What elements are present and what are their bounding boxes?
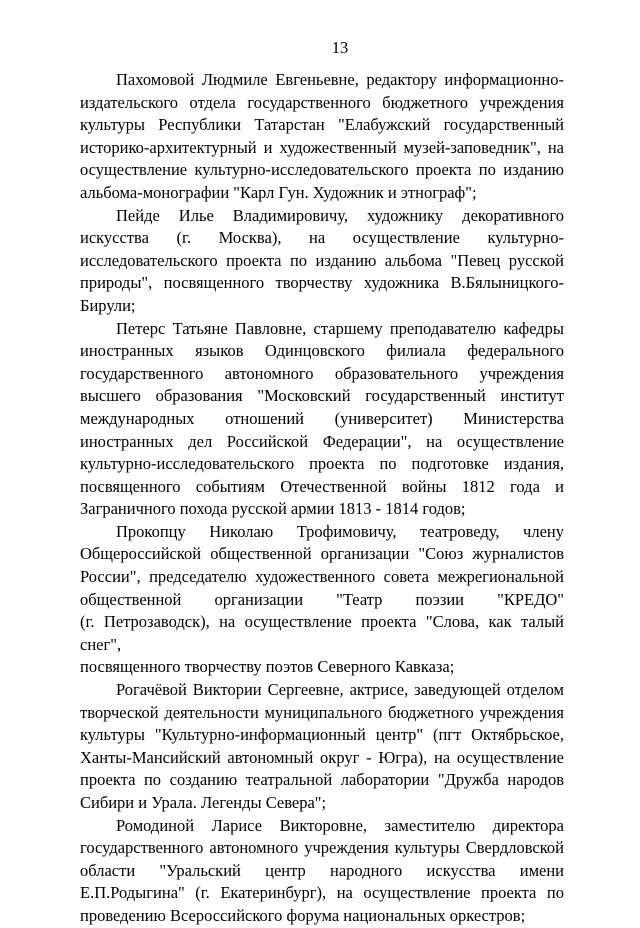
text-line: Заграничного похода русской армии 1813 - 1814 годов; bbox=[80, 499, 466, 519]
paragraph-romodina bbox=[80, 815, 564, 928]
text-line: культуры Республики Татарстан "Елабужский государственный bbox=[80, 115, 564, 135]
text-line: альбома-монографии "Карл Гун. Художник и этнограф"; bbox=[80, 182, 477, 202]
text-line: иностранных дел Российской Федерации", на осуществление bbox=[80, 431, 564, 451]
text-line: Бирули; bbox=[80, 295, 136, 315]
text-line: Пейде Илье Владимировичу, художнику декоративного bbox=[116, 205, 564, 225]
text-line: творческой деятельности муниципального бюджетного учреждения bbox=[80, 702, 564, 722]
paragraph-peyde bbox=[80, 205, 564, 318]
paragraph-prokopets bbox=[80, 521, 564, 679]
text-line: иностранных языков Одинцовского филиала федерального bbox=[80, 341, 564, 361]
document-body bbox=[80, 69, 564, 928]
text-line: культурно-исследовательского проекта по подготовке издания, bbox=[80, 454, 564, 474]
text-line: искусства (г. Москва), на осуществление культурно- bbox=[80, 228, 564, 248]
text-line: историко-архитектурный и художественный музей-заповедник", на bbox=[80, 137, 564, 157]
text-line: России", председателю художественного совета межрегиональной bbox=[80, 567, 564, 587]
text-line: исследовательского проекта по изданию альбома "Певец русской bbox=[80, 250, 564, 270]
text-line: государственного автономного образовательного учреждения bbox=[80, 363, 564, 383]
text-line: (г. Петрозаводск), на осуществление проекта "Слова, как талый снег", bbox=[80, 612, 564, 654]
text-line: проведению Всероссийского форума национальных оркестров; bbox=[80, 905, 526, 925]
text-line: проекта по созданию театральной лаборатории "Дружба народов bbox=[80, 770, 564, 790]
text-line: Рогачёвой Виктории Сергеевне, актрисе, заведующей отделом bbox=[116, 680, 564, 700]
text-line: Ханты-Мансийский автономный округ - Югра), на осуществление bbox=[80, 747, 564, 767]
text-line: посвященного событиям Отечественной войны 1812 года и bbox=[80, 476, 564, 496]
paragraph-rogacheva bbox=[80, 679, 564, 815]
text-line: Петерс Татьяне Павловне, старшему преподавателю кафедры bbox=[116, 318, 564, 338]
text-line: общественной организации "Театр поэзии "КРЕДО" bbox=[80, 589, 564, 609]
text-line: Общероссийской общественной организации "Союз журналистов bbox=[80, 544, 564, 564]
text-line: Сибири и Урала. Легенды Севера"; bbox=[80, 793, 327, 812]
text-line: высшего образования "Московский государственный институт bbox=[80, 386, 564, 406]
text-line: Ромодиной Ларисе Викторовне, заместителю директора bbox=[116, 815, 564, 835]
text-line: Пахомовой Людмиле Евгеньевне, редактору информационно- bbox=[116, 70, 564, 89]
text-line: культуры "Культурно-информационный центр" (пгт Октябрьское, bbox=[80, 725, 564, 745]
text-line: издательского отдела государственного бюджетного учреждения bbox=[80, 92, 564, 112]
text-line: осуществление культурно-исследовательского проекта по изданию bbox=[80, 160, 564, 180]
paragraph-peters bbox=[80, 318, 564, 521]
text-line: Е.П.Родыгина" (г. Екатеринбург), на осуществление проекта по bbox=[80, 883, 564, 903]
text-line: области "Уральский центр народного искусства имени bbox=[80, 860, 564, 880]
page-number: 13 bbox=[331, 38, 349, 57]
text-line: посвященного творчеству поэтов Северного Кавказа; bbox=[80, 657, 455, 677]
paragraph-pakhomova bbox=[80, 69, 564, 205]
text-line: Прокопцу Николаю Трофимовичу, театроведу, члену bbox=[116, 521, 564, 541]
text-line: международных отношений (университет) Министерства bbox=[80, 408, 564, 428]
text-line: природы", посвященного творчеству художника В.Бялыницкого- bbox=[80, 273, 564, 293]
text-line: государственного автономного учреждения культуры Свердловской bbox=[80, 838, 564, 858]
